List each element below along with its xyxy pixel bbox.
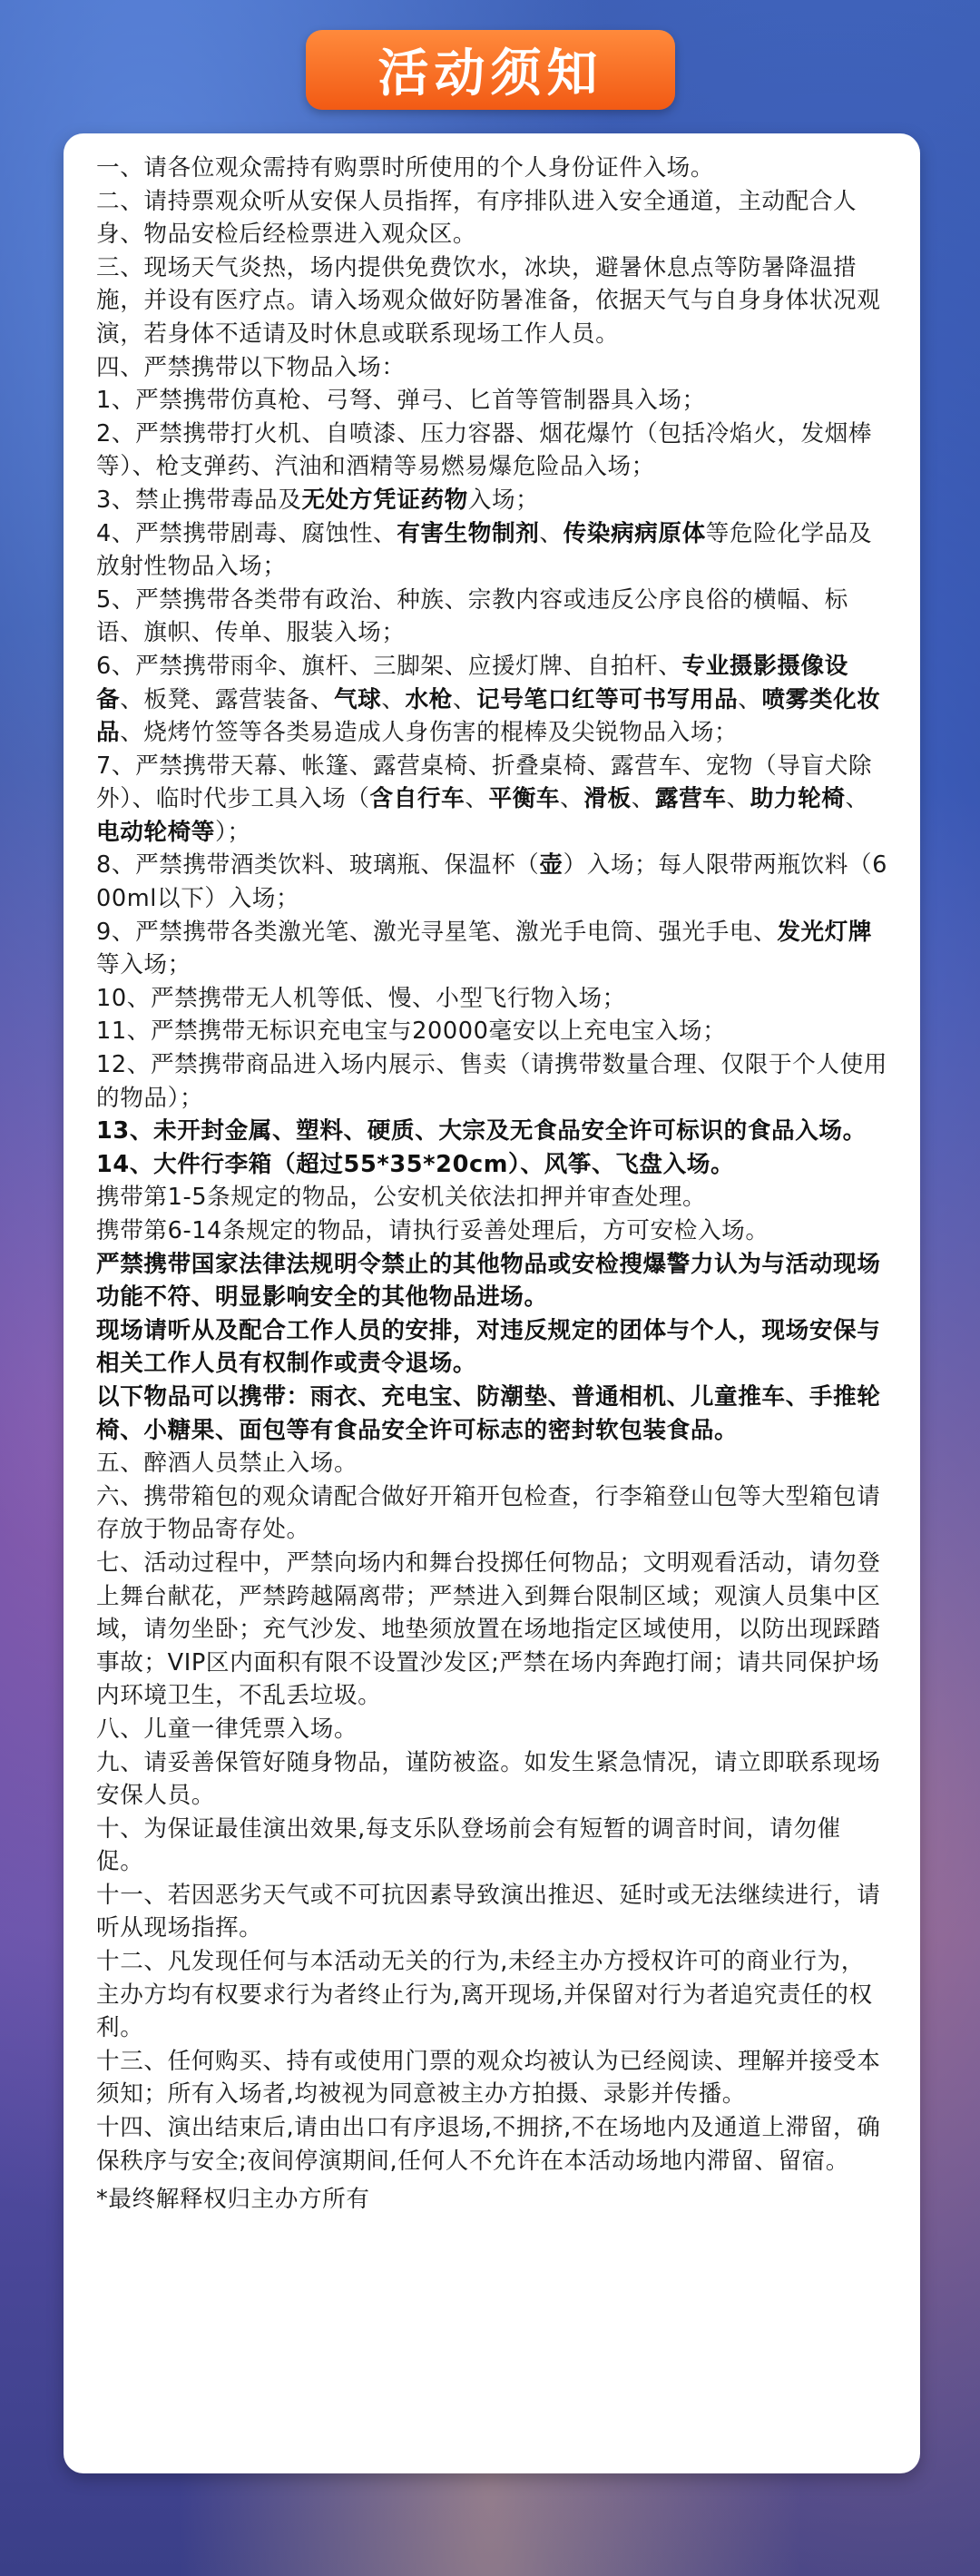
notice-item [96,1148,887,1182]
notice-text-emphasis: 专业摄影摄像设备 [96,652,848,713]
notice-text: ）； [214,818,251,846]
notice-item [96,1813,887,1879]
notice-text-emphasis: 壶 [539,851,564,880]
notice-item [96,1115,887,1148]
notice-item [96,1746,887,1813]
notice-item [96,1048,887,1115]
notice-text-emphasis: 以下物品可以携带：雨衣、充电宝、防潮垫、普通相机、儿童推车、手推轮椅、小糖果、面包等有食品安全许可标志的密封软包装食品。 [96,1382,881,1444]
notice-text: 7、严禁携带天幕、帐篷、露营桌椅、折叠桌椅、露营车、宠物（导盲犬除外）、临时代步工具入场（ [96,752,873,813]
notice-text: ）入场；每人限带两瓶饮料（600ml以下）入场； [96,851,887,913]
notice-text: 、 [726,785,750,813]
title-banner [306,30,675,110]
notice-text: 、板凳、露营装备、 [120,685,334,713]
notice-item [96,2045,887,2111]
notice-text: 九、请妥善保管好随身物品，谨防被盗。如发生紧急情况，请立即联系现场安保人员。 [96,1748,881,1810]
notice-text-emphasis: 滑板 [583,785,632,813]
notice-item [96,1713,887,1746]
notice-text-emphasis: 传染病病原体 [563,519,706,547]
notice-text: 、 [452,685,477,713]
notice-text: 5、严禁携带各类带有政治、种族、宗教内容或违反公序良俗的横幅、标语、旗帜、传单、服装入场； [96,585,848,647]
notice-text: 七、活动过程中，严禁向场内和舞台投掷任何物品；文明观看活动，请勿登上舞台献花，严禁跨越隔离带；严禁进入到舞台限制区域；观演人员集中区域，请勿坐卧；充气沙发、地垫须放置在场地指定区域使用，以防出现踩踏事故；VIP区内面积有限不设置沙发区;严禁在场内奔跑打闹；请共同保护场内环境卫生，不乱丢垃圾。 [96,1549,881,1710]
notice-text: 一、请各位观众需持有购票时所使用的个人身份证件入场。 [96,154,715,182]
notice-item [96,916,887,982]
notice-text: 、 [845,785,869,813]
notice-text: 十三、任何购买、持有或使用门票的观众均被认为已经阅读、理解并接受本须知；所有入场者,均被视为同意被主办方拍摄、录影并传播。 [96,2047,881,2109]
notice-text: 、烧烤竹签等各类易造成人身伤害的棍棒及尖锐物品入场； [120,719,739,747]
notice-text: 十一、若因恶劣天气或不可抗因素导致演出推迟、延时或无法继续进行，请听从现场指挥。 [96,1881,881,1942]
notice-item [96,1214,887,1248]
notice-text-emphasis: 无处方凭证药物 [301,486,468,514]
notice-item [96,1381,887,1447]
notice-item [96,1248,887,1314]
page-title: 活动须知 [377,44,603,103]
notice-text: 、 [465,785,489,813]
notice-item [96,152,887,185]
notice-item [96,251,887,351]
notice-item [96,982,887,1016]
notice-text: 三、现场天气炎热，场内提供免费饮水，冰块，避暑休息点等防暑降温措施，并设有医疗点。请入场观众做好防暑准备，依据天气与自身身体状况观演，若身体不适请及时休息或联系现场工作人员。 [96,253,881,348]
notice-text: 五、醉酒人员禁止入场。 [96,1450,358,1478]
notice-text: 四、严禁携带以下物品入场： [96,353,406,381]
notice-item [96,517,887,584]
notice-item [96,384,887,418]
notice-item [96,2111,887,2178]
notice-text: 、 [738,685,762,713]
notice-text: 、 [631,785,655,813]
notice-text-emphasis: 助力轮椅 [750,785,846,813]
notice-text: 1、严禁携带仿真枪、弓弩、弹弓、匕首等管制器具入场； [96,387,706,415]
notice-item [96,1879,887,1945]
footnote: *最终解释权归主办方所有 [96,2186,370,2214]
notice-text: 10、严禁携带无人机等低、慢、小型飞行物入场； [96,984,626,1012]
notice-item [96,418,887,484]
notice-text-emphasis: 14、大件行李箱（超过55*35*20cm）、风筝、飞盘入场。 [96,1150,735,1178]
notice-text: 十、为保证最佳演出效果,每支乐队登场前会有短暂的调音时间，请勿催促。 [96,1814,841,1876]
notice-item [96,1314,887,1381]
notice-text: 4、严禁携带剧毒、腐蚀性、 [96,519,397,547]
notice-text: 、 [560,785,584,813]
notice-item [96,1480,887,1547]
notice-item [96,849,887,915]
notice-text: 等入场； [96,951,191,979]
notice-text: 二、请持票观众听从安保人员指挥，有序排队进入安全通道，主动配合人身、物品安检后经检票进入观众区。 [96,187,858,249]
notice-item [96,1547,887,1713]
notice-text: 六、携带箱包的观众请配合做好开箱开包检查，行李箱登山包等大型箱包请存放于物品寄存处。 [96,1482,881,1544]
notice-text-emphasis: 水枪 [405,685,453,713]
notice-text-emphasis: 记号笔口红等可书写用品 [476,685,739,713]
notice-text-emphasis: 13、未开封金属、塑料、硬质、大宗及无食品安全许可标识的食品入场。 [96,1117,867,1145]
notice-text: 入场； [467,486,540,514]
notice-item [96,185,887,251]
notice-text-emphasis: 电动轮椅等 [96,818,215,846]
notice-text: 携带第6-14条规定的物品，请执行妥善处理后，方可安检入场。 [96,1217,769,1244]
notice-item [96,1945,887,2045]
notice-text-emphasis: 严禁携带国家法律法规明令禁止的其他物品或安检搜爆警力认为与活动现场功能不符、明显影响安全的其他物品进场。 [96,1250,881,1312]
notice-text-emphasis: 含自行车 [369,785,466,813]
notice-item [96,1181,887,1214]
notice-item [96,584,887,650]
notice-text: 11、严禁携带无标识充电宝与20000毫安以上充电宝入场； [96,1018,727,1046]
notice-text: 6、严禁携带雨伞、旗杆、三脚架、应援灯牌、自拍杆、 [96,652,682,680]
notice-text: 12、严禁携带商品进入场内展示、售卖（请携带数量合理、仅限于个人使用的物品）； [96,1051,887,1112]
notice-text: 携带第1-5条规定的物品，公安机关依法扣押并审查处理。 [96,1184,707,1212]
notice-text-emphasis: 气球 [333,685,382,713]
notice-item [96,484,887,517]
notice-item [96,650,887,750]
notice-text: 2、严禁携带打火机、自喷漆、压力容器、烟花爆竹（包括冷焰火，发烟棒等）、枪支弹药、汽油和酒精等易燃易爆危险品入场； [96,419,873,481]
notice-text: 8、严禁携带酒类饮料、玻璃瓶、保温杯（ [96,851,540,880]
notice-text: 十二、凡发现任何与本活动无关的行为,未经主办方授权许可的商业行为，主办方均有权要求行为者终止行为,离开现场,并保留对行为者追究责任的权利。 [96,1948,873,2042]
notice-text: 、 [381,685,406,713]
notice-text-emphasis: 喷雾类化妆品 [96,685,881,747]
notice-text: 十四、演出结束后,请由出口有序退场,不拥挤,不在场地内及通道上滞留，确保秩序与安全;夜间停演期间,任何人不允许在本活动场地内滞留、留宿。 [96,2114,881,2175]
notice-list [96,152,887,2178]
notice-text-emphasis: 现场请听从及配合工作人员的安排，对违反规定的团体与个人，现场安保与相关工作人员有权制作或责令退场。 [96,1316,881,1378]
notice-text-emphasis: 发光灯牌 [777,918,873,946]
notice-text: 3、禁止携带毒品及 [96,486,302,514]
notice-text: 、 [539,519,564,547]
notice-text: 八、儿童一律凭票入场。 [96,1715,358,1743]
notice-text-emphasis: 平衡车 [488,785,561,813]
notice-item [96,1015,887,1048]
notice-text-emphasis: 有害生物制剂 [397,519,540,547]
notice-text-emphasis: 露营车 [654,785,727,813]
notice-text: 等危险化学品及放射性物品入场； [96,519,873,581]
notice-card [64,133,920,2473]
notice-item [96,1447,887,1480]
notice-text: 9、严禁携带各类激光笔、激光寻星笔、激光手电筒、强光手电、 [96,918,778,946]
notice-item [96,351,887,385]
notice-item [96,750,887,850]
